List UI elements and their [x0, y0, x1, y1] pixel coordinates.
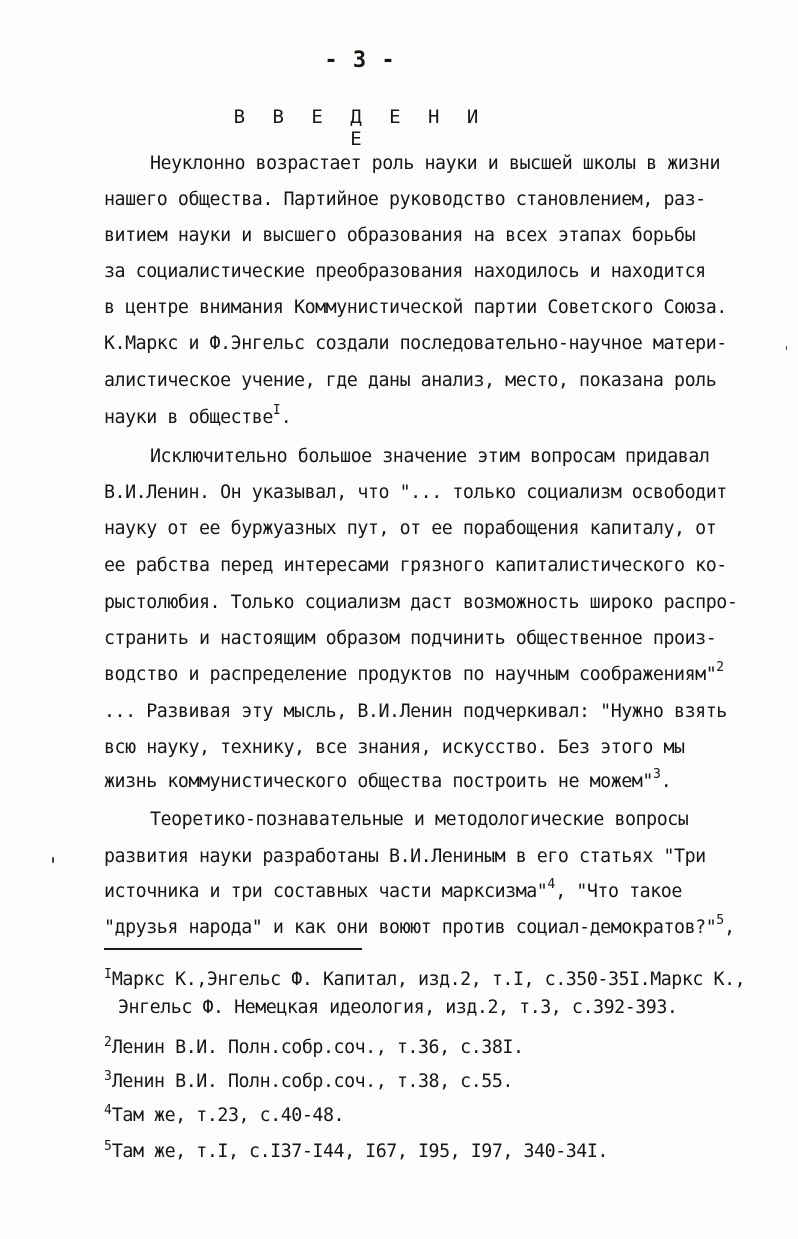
text-line: развития науки разработаны В.И.Лениным в его статьях "Три [104, 846, 706, 867]
footnote-marker: 2 [716, 660, 725, 675]
footnote: $^4$Там же, т.23, с.40-48. [104, 1103, 345, 1126]
text-line: странить и настоящим образом подчинить общественное произ- [104, 628, 717, 649]
footnote: $^2$Ленин В.И. Полн.собр.соч., т.36, с.38I. [104, 1035, 524, 1058]
footnote: $^I$Маркс К.,Энгельс Ф. Капитал, изд.2, т.I, с.350-35I.Маркс К., [104, 967, 746, 990]
text-line: науку от ее буржуазных пут, от ее порабощения капиталу, от [104, 518, 717, 539]
text-line: алистическое учение, где даны анализ, место, показана роль [104, 370, 717, 391]
text-line: витием науки и высшего образования на всех этапах борьбы [104, 225, 696, 246]
text-line: всю науку, технику, все знания, искусство. Без этого мы [104, 737, 685, 758]
scan-speck [786, 346, 787, 350]
text-line: нашего общества. Партийное руководство становлением, раз- [104, 189, 706, 210]
footnote-marker: 4 [547, 877, 556, 892]
footnote-number: 4 [104, 1103, 112, 1118]
text-line: жизнь коммунистического общества построить не можем"$^3$. [104, 767, 672, 792]
text-line: Теоретико-познавательные и методологические вопросы [150, 809, 689, 830]
text-line: К.Маркс и Ф.Энгельс создали последовательно-научное матери- [104, 333, 727, 354]
footnote-marker: 5 [716, 913, 725, 928]
scan-speck [52, 857, 54, 863]
footnote-continuation: Энгельс Ф. Немецкая идеология, изд.2, т.3, с.392-393. [118, 997, 678, 1018]
section-heading: В В Е Д Е Н И Е [233, 106, 487, 150]
footnote-number: I [104, 967, 112, 982]
text-line: "друзья народа" и как они воюют против социал-демократов?"$^5$, [104, 913, 735, 938]
footnote-number: 5 [104, 1139, 112, 1154]
text-line: в центре внимания Коммунистической партии Советского Союза. [104, 297, 727, 318]
text-line: за социалистические преобразования находилось и находится [104, 261, 706, 282]
text-line: рыстолюбия. Только социализм даст возможность широко распро- [104, 592, 738, 613]
text-line: ... Развивая эту мысль, В.И.Ленин подчеркивал: "Нужно взять [104, 701, 727, 722]
text-line: Исключительно большое значение этим вопросам придавал [150, 446, 710, 467]
text-line: водство и распределение продуктов по научным соображениям"$^2$ [104, 660, 725, 685]
footnote-divider [104, 948, 362, 950]
footnote-marker: I [272, 403, 281, 418]
footnote: $^3$Ленин В.И. Полн.собр.соч., т.38, с.55. [104, 1069, 513, 1092]
page-number: - 3 - [324, 48, 396, 73]
text-line: науки в обществе$^I$. [104, 403, 292, 428]
text-line: В.И.Ленин. Он указывал, что "... только социализм освободит [104, 482, 727, 503]
footnote-number: 2 [104, 1035, 112, 1050]
text-line: источника и три составных части марксизма"$^4$, "Что такое [104, 877, 682, 902]
footnote-number: 3 [104, 1069, 112, 1084]
text-line: Неуклонно возрастает роль науки и высшей школы в жизни [150, 153, 721, 174]
footnote-marker: 3 [652, 767, 661, 782]
text-line: ее рабства перед интересами грязного капиталистического ко- [104, 555, 727, 576]
footnote: $^5$Там же, т.I, с.I37-I44, I67, I95, I97, 340-34I. [104, 1139, 608, 1162]
